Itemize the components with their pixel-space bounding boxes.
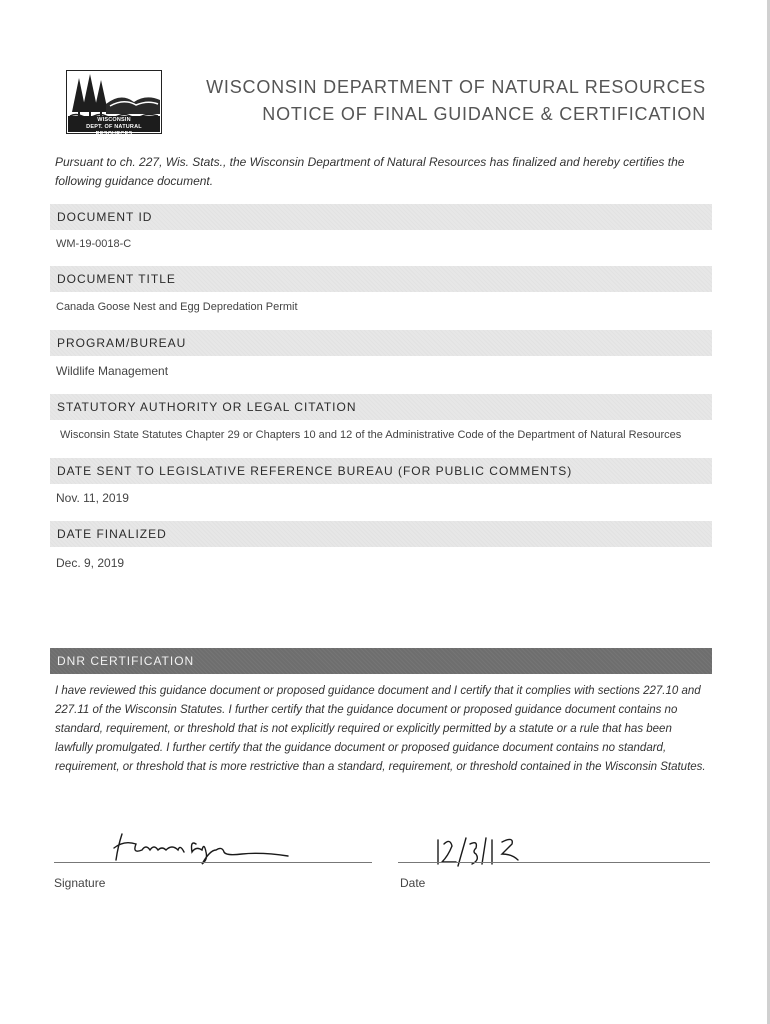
section-header-authority: STATUTORY AUTHORITY OR LEGAL CITATION <box>50 394 712 420</box>
intro-paragraph: Pursuant to ch. 227, Wis. Stats., the Wisconsin Department of Natural Resources has finalized and hereby certifies the following guidance document. <box>55 155 685 188</box>
document-title-value: Canada Goose Nest and Egg Depredation Permit <box>56 301 298 313</box>
section-header-program: PROGRAM/BUREAU <box>50 330 712 356</box>
certification-text: I have reviewed this guidance document or proposed guidance document and I certify that it complies with sections 227.10 and 227.11 of the Wisconsin Statutes. I further certify that the guidance document or proposed guidance document contains no standard, requirement, or threshold that is not explicitly required or explicitly permitted by a statute or a rule that has been lawfully promulgated. I further certify that the guidance document or proposed guidance document contains no standard, requirement, or threshold that is more restrictive than a standard, requirement, or threshold contained in the Wisconsin Statutes. <box>55 685 706 773</box>
program-value: Wildlife Management <box>56 364 169 378</box>
section-header-document-id: DOCUMENT ID <box>50 204 712 230</box>
signature-line <box>54 862 372 863</box>
logo-line-wisconsin: WISCONSIN <box>97 117 131 123</box>
handwritten-date <box>432 836 532 870</box>
dnr-logo <box>66 70 162 137</box>
section-header-date-finalized: DATE FINALIZED <box>50 521 712 547</box>
signature-label: Signature <box>54 876 106 890</box>
logo-line-dept: DEPT. OF NATURAL RESOURCES <box>86 124 142 137</box>
date-line <box>398 862 710 863</box>
section-header-document-title: DOCUMENT TITLE <box>50 266 712 292</box>
date-label: Date <box>400 876 426 890</box>
document-id-value: WM-19-0018-C <box>56 238 132 250</box>
date-finalized-value: Dec. 9, 2019 <box>56 556 125 570</box>
authority-value: Wisconsin State Statutes Chapter 29 or Chapters 10 and 12 of the Administrative Code of the Department of Natural Resources <box>60 429 682 441</box>
section-header-date-sent: DATE SENT TO LEGISLATIVE REFERENCE BUREAU (FOR PUBLIC COMMENTS) <box>50 458 712 484</box>
section-header-dnr-certification: DNR CERTIFICATION <box>50 648 712 674</box>
handwritten-signature <box>92 826 292 866</box>
header-title-line2: NOTICE OF FINAL GUIDANCE & CERTIFICATION <box>262 104 706 124</box>
date-sent-value: Nov. 11, 2019 <box>56 491 129 505</box>
header-title-line1: WISCONSIN DEPARTMENT OF NATURAL RESOURCES <box>206 77 706 97</box>
